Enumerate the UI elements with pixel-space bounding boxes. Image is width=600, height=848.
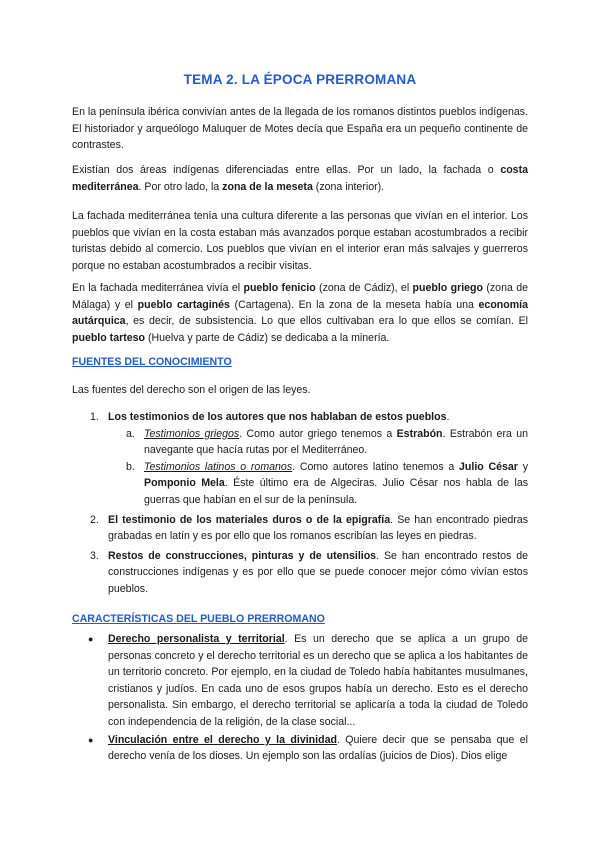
- bold-term: economía autárquica: [72, 298, 528, 328]
- numbered-list: [72, 409, 528, 601]
- bold-term: costa mediterránea: [72, 164, 528, 193]
- bold-term: pueblo fenicio: [243, 282, 316, 294]
- paragraph-peoples: En la fachada mediterránea vivía el pueblo fenicio (zona de Cádiz), el pueblo griego (zona de Málaga) y el pueblo cartaginés (Cartagena). En la zona de la meseta había una economía autárquica, es decir, de subsistencia. Lo que ellos cultivaban era lo que ellos se comían. El pueblo tarteso (Huelva y parte de Cádiz) se dedicaba a la minería.: [72, 282, 528, 344]
- list-item: 3. Restos de construcciones, pinturas y de utensilios. Se han encontrado restos de construcciones indígenas y es por ello que se puede conocer mejor cómo vivían estos pueblos.: [90, 549, 528, 595]
- bold-term: zona de la meseta: [222, 180, 313, 193]
- bullet-list: [72, 631, 528, 766]
- paragraph-areas: Existían dos áreas indígenas diferenciadas entre ellas. Por un lado, la fachada o costa mediterránea. Por otro lado, la zona de la meseta (zona interior).: [72, 164, 528, 193]
- bold-term: pueblo griego: [412, 282, 483, 294]
- list-item: ● Derecho personalista y territorial. Es un derecho que se aplica a un grupo de personas concreto y el derecho territorial es un derecho que se aplica a los habitantes de un territorio concreto. Por ejemplo, en la ciudad de Toledo había habitantes musulmanes, cristianos y judíos. En cada uno de esos grupos había un derecho. Esto es el derecho personalista. Sin embargo, el derecho territorial se aplicaría a toda la ciudad de Toledo con independencia de la religión, de la clase social...: [88, 633, 529, 728]
- sub-list-item: b. Testimonios latinos o romanos. Como autores latino tenemos a Julio César y Pomponio Mela. Éste último era de Algeciras. Julio César nos habla de las guerras que habían en el sur de la península.: [126, 460, 529, 506]
- paragraph-culture: La fachada mediterránea tenía una cultura diferente a las personas que vivían en el interior. Los pueblos que vivían en la costa estaban más avanzados porque estaban acostumbrados a recibir turistas debido al comercio. Los pueblos que vivían en el interior eran más salvajes y guerreros porque no estaban acostumbrados a recibir visitas.: [72, 210, 528, 272]
- sub-list-item: a. Testimonios griegos. Como autor griego tenemos a Estrabón. Estrabón era un navegante que hacía rutas por el Mediterráneo.: [126, 427, 528, 457]
- list-item: ● Vinculación entre el derecho y la divinidad. Quiere decir que se pensaba que el derecho venía de los dioses. Un ejemplo son las ordalías (juicios de Dios). Dios elige: [88, 733, 528, 763]
- italic-label: Testimonios latinos o romanos: [144, 460, 293, 473]
- list-item: 1. Los testimonios de los autores que nos hablaban de estos pueblos. a. Testimonios griegos. Como autor griego tenemos a Estrabón. Estrabón era un navegante que hacía rutas por el Mediterráneo. b. Testimonios latinos o romanos. Como autores latino tenemos a Julio César y Pomponio Mela. Éste último era de Algeciras. Julio César nos habla de las guerras que habían en el sur de la península.: [72, 409, 528, 509]
- bold-term: pueblo cartaginés: [137, 298, 230, 311]
- paragraph-intro: En la península ibérica convivían antes de la llegada de los romanos distintos pueblos indígenas. El historiador y arqueólogo Maluquer de Motes decía que España era un pequeño continente de contrastes.: [72, 106, 528, 152]
- section-heading-caracteristicas: CARACTERÍSTICAS DEL PUEBLO PRERROMANO: [72, 613, 325, 625]
- sub-list: [108, 426, 528, 509]
- section-heading-fuentes: FUENTES DEL CONOCIMIENTO: [72, 356, 232, 368]
- bullet-icon: ●: [88, 634, 94, 644]
- bullet-icon: ●: [88, 734, 94, 745]
- document-title: TEMA 2. LA ÉPOCA PRERROMANA: [183, 72, 417, 87]
- list-item: 2. El testimonio de los materiales duros o de la epigrafía. Se han encontrado piedras grabadas en latín y es por ello que los romanos escribían las leyes en piedras.: [90, 513, 528, 543]
- paragraph-fuentes: Las fuentes del derecho son el origen de las leyes.: [72, 384, 311, 396]
- bold-term: pueblo tarteso: [72, 331, 145, 344]
- italic-label: Testimonios griegos: [144, 427, 240, 440]
